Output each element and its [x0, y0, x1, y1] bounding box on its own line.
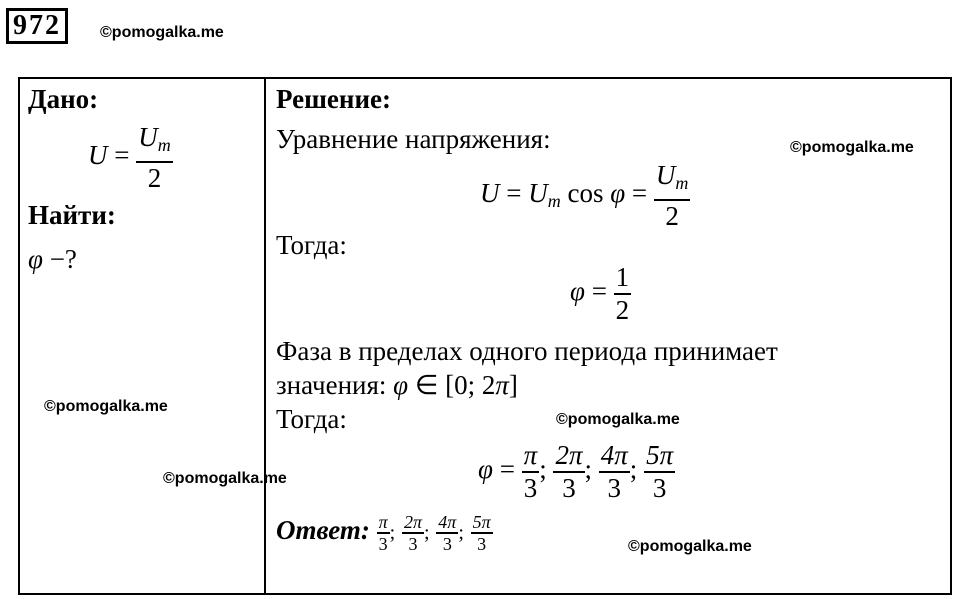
value-fraction: $\frac{\pi}{3}$ [523, 440, 538, 503]
given-numerator-sub: m [157, 135, 171, 155]
find-formula [28, 244, 77, 275]
answer-fraction: $\frac{\pi}{3}$ [378, 512, 388, 554]
find-var: φ [28, 244, 43, 274]
watermark: ©pomogalka.me [163, 470, 287, 487]
watermark: ©pomogalka.me [100, 24, 224, 41]
value-fraction: $\frac{4\pi}{3}$ [600, 440, 628, 503]
formula-fraction [654, 160, 691, 232]
formula-phi: φ [570, 276, 585, 307]
given-fraction [136, 122, 173, 194]
given-denominator: 2 [147, 163, 162, 193]
answer-line [276, 512, 493, 554]
fraction-numerator: U [655, 160, 676, 190]
fraction-numerator-sub: m [675, 173, 689, 193]
separator: ; [629, 454, 638, 485]
watermark: ©pomogalka.me [790, 139, 914, 156]
formula-fraction [614, 262, 632, 326]
column-divider [264, 77, 266, 595]
formula-u: U [480, 178, 500, 209]
then-label: Тогда: [276, 404, 347, 434]
formula-cos: cos [567, 178, 604, 209]
formula-eq: = [506, 178, 522, 209]
answer-fraction: $\frac{2\pi}{3}$ [403, 512, 422, 554]
find-title: Найти: [28, 200, 116, 230]
fraction-denominator: 2 [615, 295, 630, 325]
problem-number: 972 [6, 8, 68, 44]
separator: ; [458, 521, 464, 544]
phase-interval-end: ] [508, 370, 518, 400]
formula-phi-half [570, 262, 631, 326]
formula-phi-values [478, 440, 675, 504]
formula-um-sub: m [547, 191, 561, 212]
phase-line-1: Фаза в пределах одного периода принимает [276, 336, 778, 366]
then-label: Тогда: [276, 230, 347, 260]
answer-fraction: $\frac{5\pi}{3}$ [472, 512, 491, 554]
formula-phi: φ [610, 178, 626, 209]
formula-eq: = [631, 178, 648, 209]
given-formula [88, 122, 173, 194]
given-numerator: U [138, 122, 158, 152]
answer-fraction: $\frac{4\pi}{3}$ [438, 512, 457, 554]
phase-phi: φ [393, 370, 409, 400]
separator: ; [539, 454, 547, 485]
solution-line-equation: Уравнение напряжения: [276, 124, 551, 154]
given-eq: = [114, 140, 130, 171]
watermark: ©pomogalka.me [628, 538, 752, 555]
formula-eq: = [591, 276, 607, 307]
value-fraction: $\frac{2\pi}{3}$ [555, 440, 583, 503]
value-fraction: $\frac{5\pi}{3}$ [646, 440, 674, 503]
phase-line-2 [276, 370, 518, 401]
separator: ; [389, 521, 396, 544]
phase-pi: π [495, 370, 509, 400]
formula-phi: φ [478, 454, 493, 485]
phase-interval-start: ∈ [0; 2 [414, 370, 496, 400]
separator: ; [423, 521, 430, 544]
solution-title: Решение: [276, 84, 391, 114]
phase-text: значения: [276, 370, 387, 400]
watermark: ©pomogalka.me [44, 398, 168, 415]
find-query: −? [49, 244, 77, 274]
formula-um: U [528, 178, 548, 209]
answer-label: Ответ: [276, 514, 370, 545]
given-title: Дано: [28, 84, 99, 114]
formula-voltage [480, 160, 690, 232]
given-lhs: U [88, 140, 108, 171]
fraction-numerator: 1 [615, 262, 630, 292]
formula-eq: = [499, 454, 515, 485]
separator: ; [584, 454, 593, 485]
watermark: ©pomogalka.me [556, 411, 680, 428]
fraction-denominator: 2 [665, 201, 679, 231]
